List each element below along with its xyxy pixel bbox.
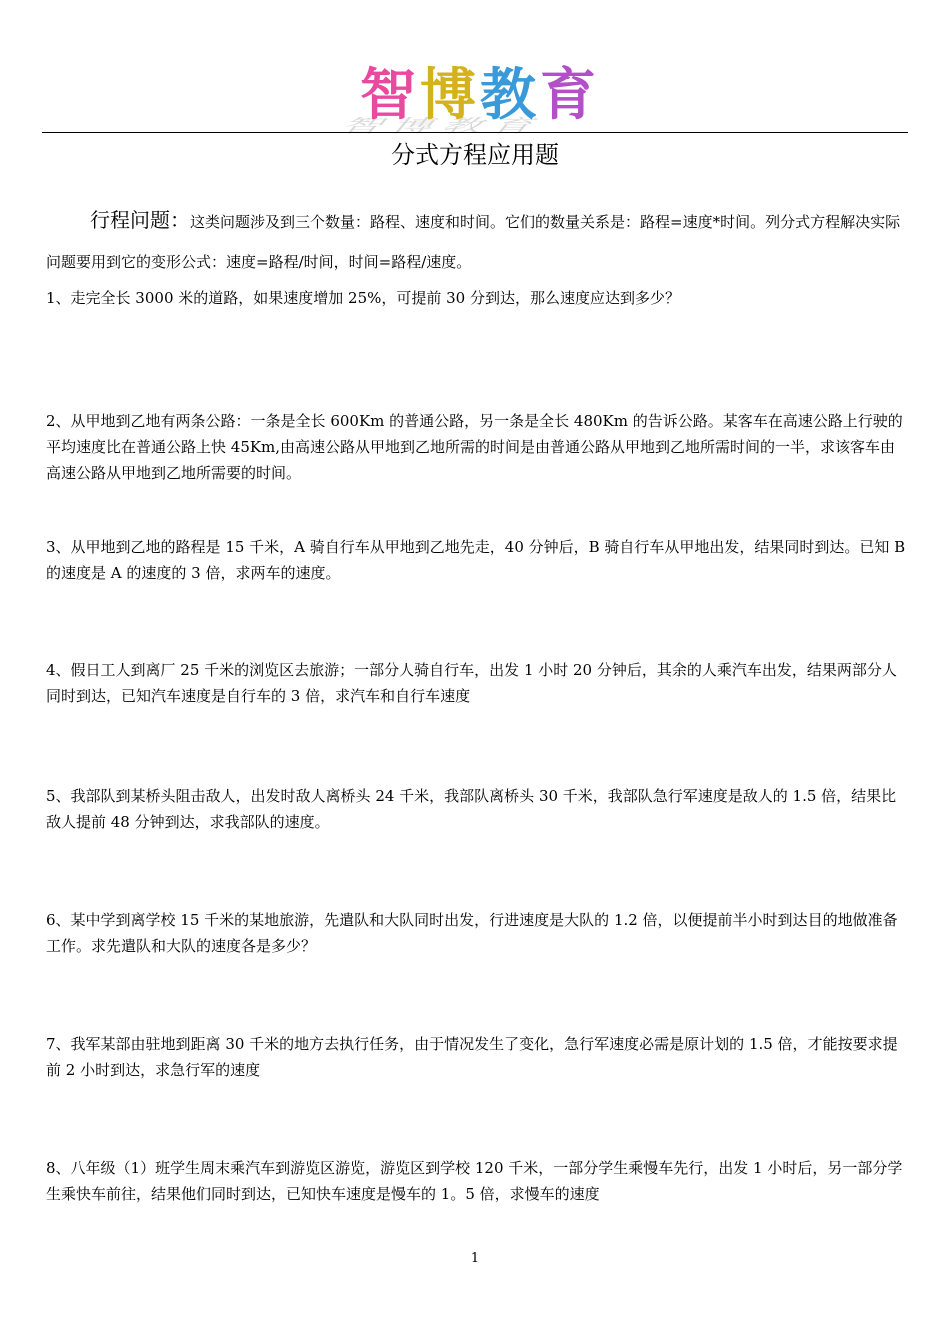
question-1: 1、走完全长 3000 米的道路，如果速度增加 25%，可提前 30 分到达，那么速度应达到多少？ — [46, 289, 680, 307]
page-title: 分式方程应用题 — [391, 141, 559, 169]
logo-shadow: 智博教育 — [335, 115, 554, 137]
intro-text: 这类问题涉及到三个数量：路程、速度和时间。它们的数量关系是：路程=速度*时间。列分式方程解决实际问题要用到它的变形公式：速度=路程/时间，时间=路程/速度。 — [46, 213, 901, 271]
logo-char-4: 育 — [540, 63, 600, 128]
logo-text — [360, 64, 600, 128]
question-6: 6、某中学到离学校 15 千米的某地旅游，先遣队和大队同时出发，行进速度是大队的 1.2 倍，以便提前半小时到达目的地做准备工作。求先遣队和大队的速度各是多少？ — [46, 911, 898, 955]
logo-char-1: 智 — [360, 63, 420, 128]
question-4: 4、假日工人到离厂 25 千米的浏览区去旅游；一部分人骑自行车，出发 1 小时 20 分钟后，其余的人乘汽车出发，结果两部分人同时到达，已知汽车速度是自行车的 3 倍，求汽车和自行车速度 — [46, 661, 897, 705]
question-5: 5、我部队到某桥头阻击敌人，出发时敌人离桥头 24 千米，我部队离桥头 30 千米，我部队急行军速度是敌人的 1.5 倍，结果比敌人提前 48 分钟到达，求我部队的速度。 — [46, 787, 897, 831]
page-number: 1 — [470, 1251, 480, 1266]
intro-heading: 行程问题： — [90, 208, 190, 232]
logo-char-2: 博 — [420, 63, 480, 128]
header-rule — [42, 132, 908, 133]
intro-paragraph — [46, 200, 908, 282]
question-8: 8、八年级（1）班学生周末乘汽车到游览区游览，游览区到学校 120 千米，一部分学生乘慢车先行，出发 1 小时后，另一部分学生乘快车前往，结果他们同时到达，已知快车速度是慢车的 1。5 倍，求慢车的速度 — [46, 1159, 903, 1203]
question-7: 7、我军某部由驻地到距离 30 千米的地方去执行任务，由于情况发生了变化，急行军速度必需是原计划的 1.5 倍，才能按要求提前 2 小时到达，求急行军的速度 — [46, 1035, 898, 1079]
question-2: 2、从甲地到乙地有两条公路：一条是全长 600Km 的普通公路，另一条是全长 480Km 的告诉公路。某客车在高速公路上行驶的平均速度比在普通公路上快 45Km,由高速公路从甲地到乙地所需的时间是由普通公路从甲地到乙地所需时间的一半，求该客车由高速公路从甲地到乙地所需要的时间。 — [46, 412, 903, 482]
question-3: 3、从甲地到乙地的路程是 15 千米，A 骑自行车从甲地到乙地先走，40 分钟后，B 骑自行车从甲地出发，结果同时到达。已知 B 的速度是 A 的速度的 3 倍，求两车的速度。 — [46, 538, 906, 582]
logo-char-3: 教 — [480, 63, 540, 128]
logo — [335, 63, 610, 137]
